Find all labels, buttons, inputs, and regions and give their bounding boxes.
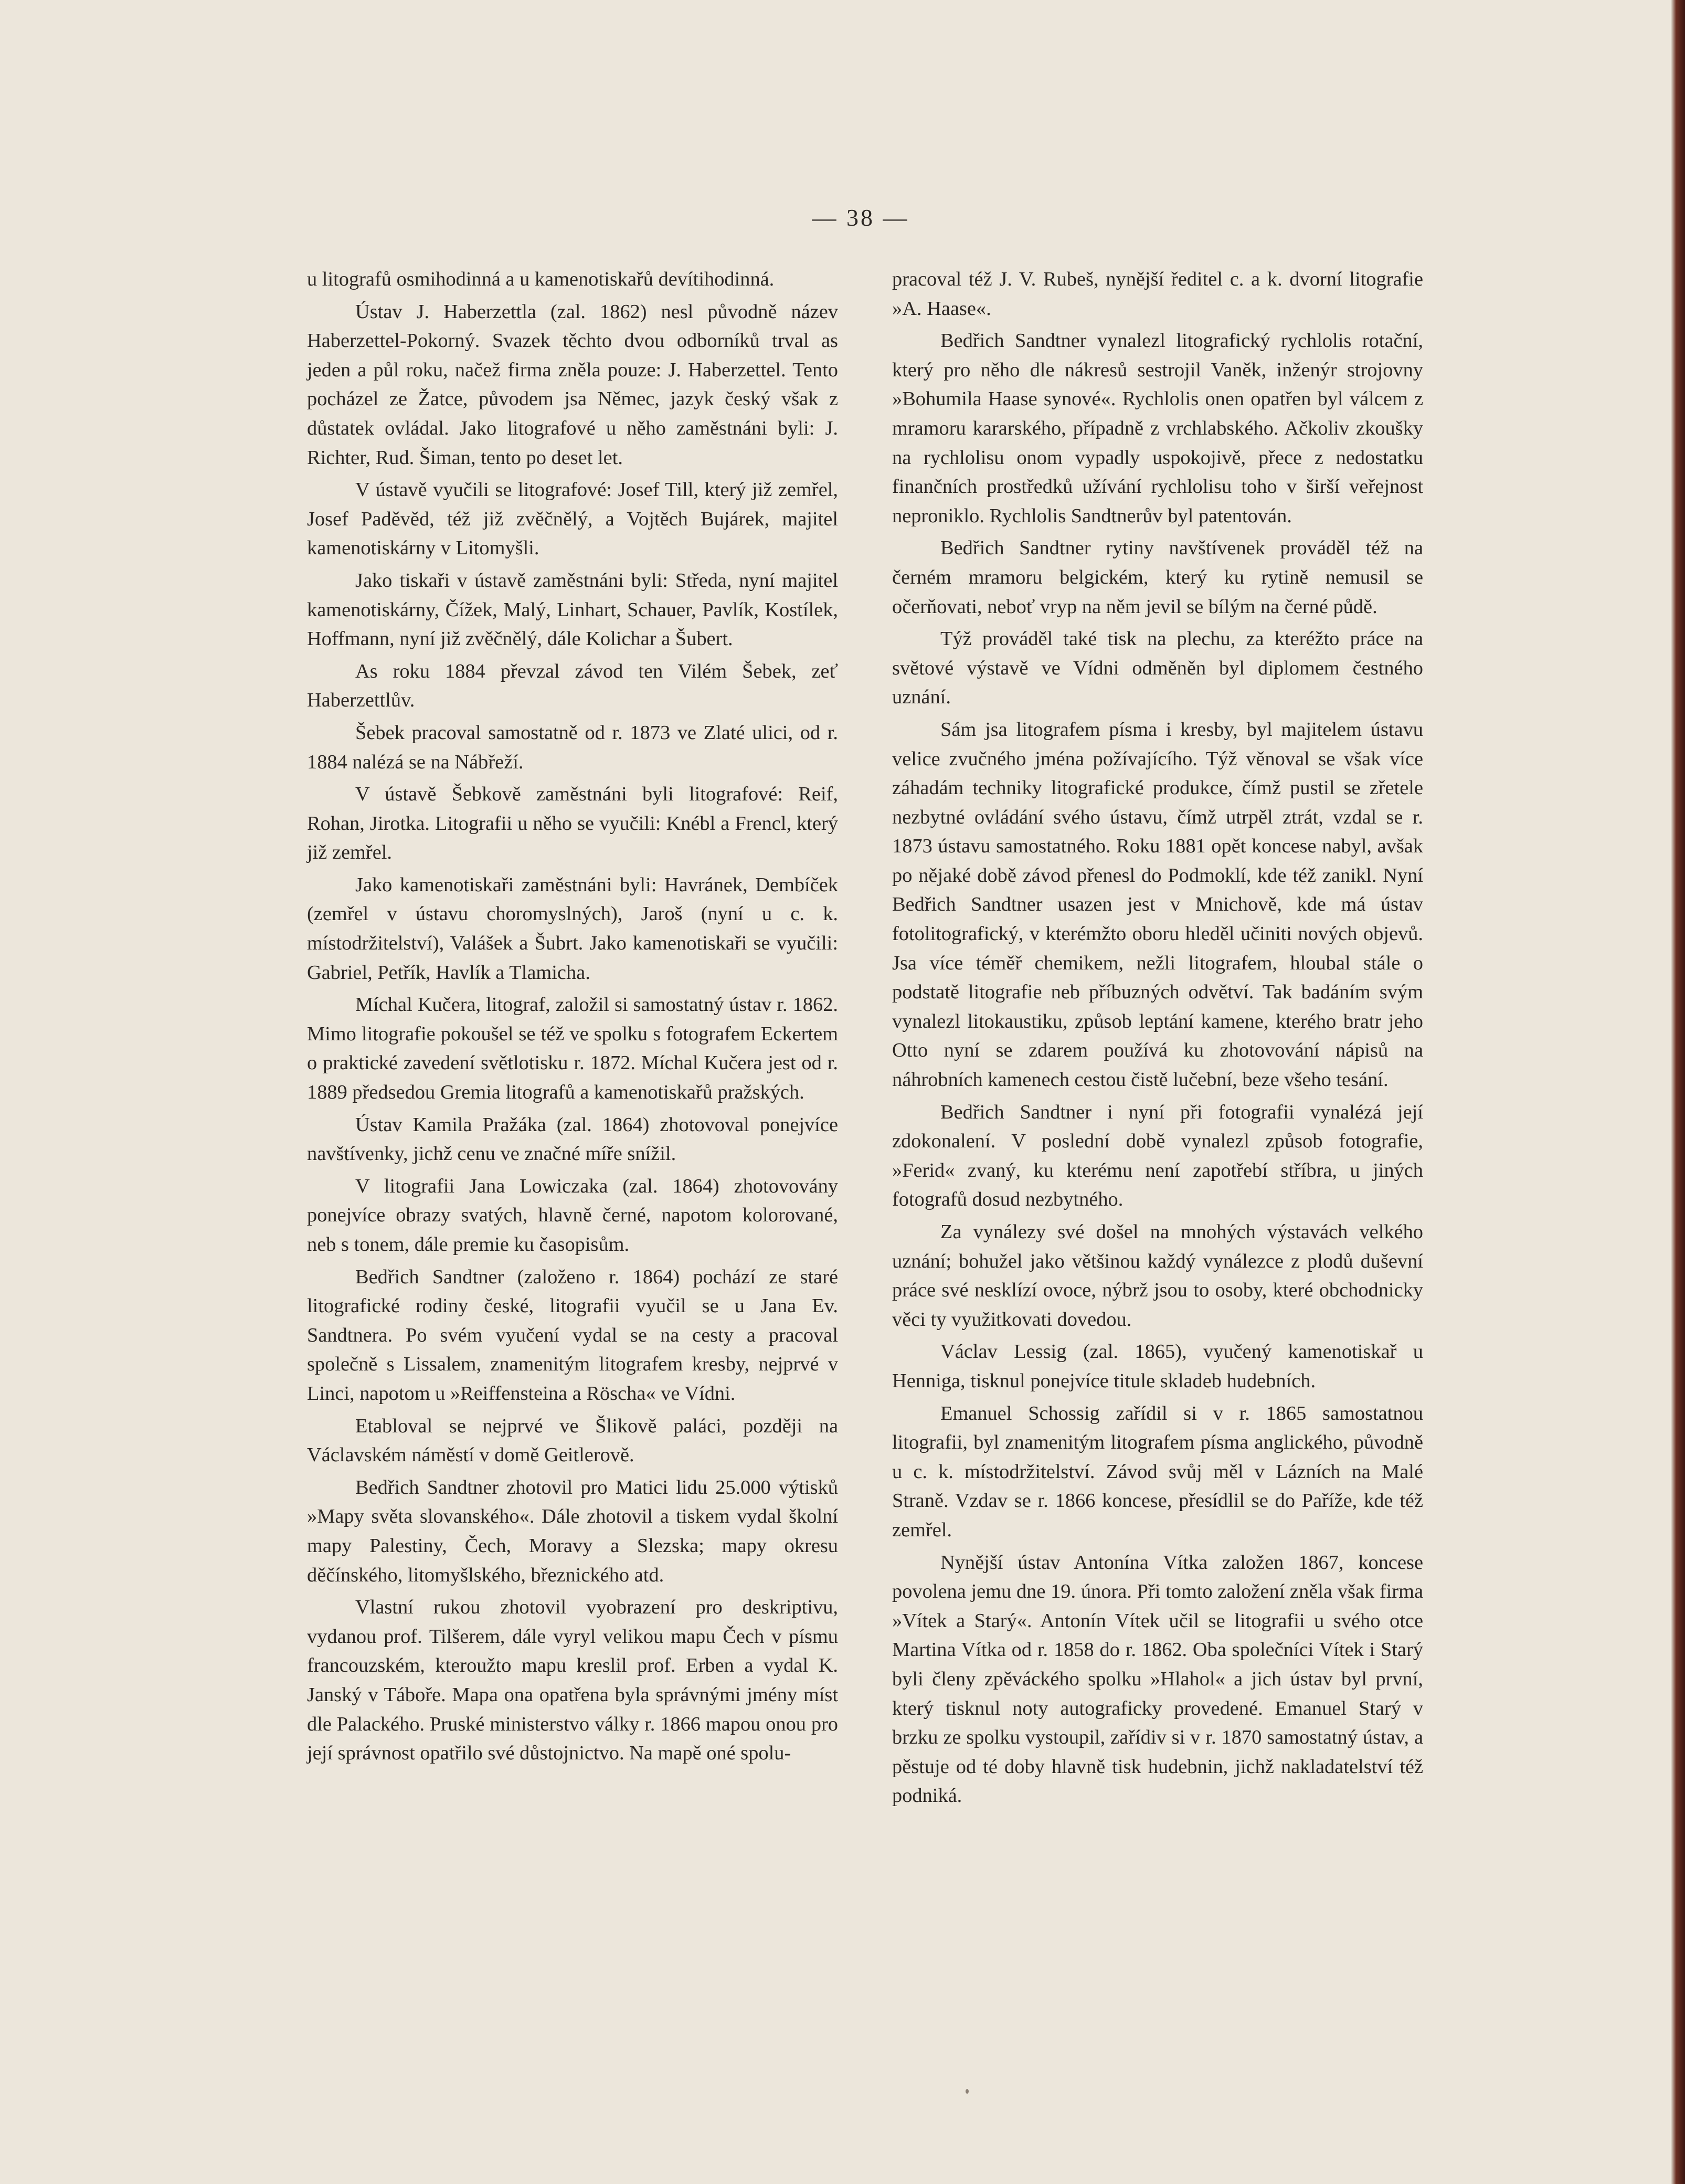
paragraph: pracoval též J. V. Rubeš, nynější ředitel c. a k. dvorní litografie »A. Haase«. — [892, 268, 1423, 320]
paragraph: Bedřich Sandtner rytiny navštívenek prováděl též na černém mramoru belgickém, který ku rytině nemusil se očerňovati, neboť vryp na něm jevil se bílým na černé půdě. — [892, 537, 1423, 618]
paragraph: Za vynálezy své došel na mnohých výstavách velkého uznání; bohužel jako většinou každý vynálezce z plodů duševní práce své nesklízí ovoce, nýbrž jsou to osoby, které obchodnicky věci ty využitkovati dovedou. — [892, 1221, 1423, 1331]
paragraph: As roku 1884 převzal závod ten Vilém Šebek, zeť Haberzettlův. — [307, 660, 838, 712]
paragraph: Týž prováděl také tisk na plechu, za kteréžto práce na světové výstavě ve Vídni odměněn byl diplomem čestného uznání. — [892, 628, 1423, 709]
paragraph: Bedřich Sandtner i nyní při fotografii vynalézá její zdokonalení. V poslední době vynalezl způsob fotografie, »Ferid« zvaný, ku kterému není zapotřebí stříbra, u jiných fotografů dosud nezbytného. — [892, 1101, 1423, 1211]
paragraph: Jako tiskaři v ústavě zaměstnáni byli: Středa, nyní majitel kamenotiskárny, Čížek, Malý, Linhart, Schauer, Pavlík, Kostílek, Hoffmann, nyní již zvěčnělý, dále Kolichar a Šubert. — [307, 569, 838, 650]
page-number: — 38 — — [812, 204, 909, 231]
right-column — [892, 265, 1423, 1814]
paragraph: V ústavě Šebkově zaměstnáni byli litografové: Reif, Rohan, Jirotka. Litografii u něho se vyučili: Knébl a Frencl, který již zemřel. — [307, 783, 838, 864]
paragraph: Bedřich Sandtner vynalezl litografický rychlolis rotační, který pro něho dle nákresů sestrojil Vaněk, inženýr strojovny »Bohumila Haase synové«. Rychlolis onen opatřen byl válcem z mramoru kararského, případně z vrchlabského. Ačkoliv zkoušky na rychlolisu onom vypadly uspokojivě, přece z nedostatku finančních prostředků užívání rychlolisu toho v širší veřejnost neproniklo. Rychlolis Sandtnerův byl patentován. — [892, 330, 1423, 527]
page-edge-binding — [1671, 0, 1685, 2184]
paragraph: Bedřich Sandtner (založeno r. 1864) pochází ze staré litografické rodiny české, litografii vyučil se u Jana Ev. Sandtnera. Po svém vyučení vydal se na cesty a pracoval společně s Lissalem, znamenitým litografem kresby, nejprvé v Linci, napotom u »Reiffensteina a Röscha« ve Vídni. — [307, 1265, 838, 1405]
left-column — [307, 265, 838, 1771]
paragraph: Jako kamenotiskaři zaměstnáni byli: Havránek, Dembíček (zemřel v ústavu choromyslných), Jaroš (nyní u c. k. místodržitelství), Valášek a Šubrt. Jako kamenotiskaři se vyučili: Gabriel, Petřík, Havlík a Tlamicha. — [307, 873, 838, 984]
paragraph: Vlastní rukou zhotovil vyobrazení pro deskriptivu, vydanou prof. Tilšerem, dále vyryl velikou mapu Čech v písmu francouzském, kteroužto mapu kreslil prof. Erben a vydal K. Janský v Táboře. Mapa ona opatřena byla správnými jmény míst dle Palackého. Pruské ministerstvo války r. 1866 mapou onou pro její správnost opatřilo své důstojnictvo. Na mapě oné spolu- — [307, 1596, 838, 1765]
paragraph: u litografů osmihodinná a u kamenotiskařů devítihodinná. — [307, 268, 775, 290]
paragraph: Šebek pracoval samostatně od r. 1873 ve Zlaté ulici, od r. 1884 nalézá se na Nábřeží. — [307, 721, 838, 773]
paragraph: Ústav J. Haberzettla (zal. 1862) nesl původně název Haberzettel-Pokorný. Svazek těchto dvou odborníků trval as jeden a půl roku, načež firma zněla pouze: J. Haberzettel. Tento pocházel ze Žatce, původem jsa Němec, jazyk český však z důstatek ovládal. Jako litografové u něho zaměstnáni byli: J. Richter, Rud. Šiman, tento po deset let. — [307, 300, 838, 469]
paragraph: V litografii Jana Lowiczaka (zal. 1864) zhotovovány ponejvíce obrazy svatých, hlavně černé, napotom kolorované, neb s tonem, dále premie ku časopisům. — [307, 1175, 838, 1255]
paragraph: Etabloval se nejprvé ve Šlikově paláci, později na Václavském náměstí v domě Geitlerově. — [307, 1415, 838, 1466]
paragraph: Bedřich Sandtner zhotovil pro Matici lidu 25.000 výtisků »Mapy světa slovanského«. Dále zhotovil a tiskem vydal školní mapy Palestiny, Čech, Moravy a Slezska; mapy okresu děčínského, litomyšlského, březnického atd. — [307, 1476, 838, 1586]
paragraph: Ústav Kamila Pražáka (zal. 1864) zhotovoval ponejvíce navštívenky, jichž cenu ve značné míře snížil. — [307, 1113, 838, 1165]
paragraph: Emanuel Schossig zařídil si v r. 1865 samostatnou litografii, byl znamenitým litografem písma anglického, původně u c. k. místodržitelství. Závod svůj měl v Lázních na Malé Straně. Vzdav se r. 1866 koncese, přesídlil se do Paříže, kde též zemřel. — [892, 1402, 1423, 1541]
paragraph: Sám jsa litografem písma i kresby, byl majitelem ústavu velice zvučného jména požívajícího. Týž věnoval se však více záhadám techniky litografické produkce, čímž pustil se zřetele nezbytné ovládání svého ústavu, čímž utrpěl ztrát, vzdal se r. 1873 ústavu samostatného. Roku 1881 opět koncese nabyl, avšak po nějaké době závod přenesl do Podmoklí, kde též zanikl. Nyní Bedřich Sandtner usazen jest v Mnichově, kde má ústav fotolitografický, v kterémžto oboru hleděl učiniti nových objevů. Jsa více téměř chemikem, nežli litografem, hloubal stále o podstatě litografie neb příbuzných odvětví. Tak badáním svým vynalezl litokaustiku, způsob leptání kamene, kterého bratr jeho Otto nyní se zdarem používá ku zhotovování nápisů na náhrobních kamenech cestou čistě lučební, beze všeho tesání. — [892, 718, 1423, 1091]
paragraph: Míchal Kučera, litograf, založil si samostatný ústav r. 1862. Mimo litografie pokoušel se též ve spolku s fotografem Eckertem o praktické zavedení světlotisku r. 1872. Míchal Kučera jest od r. 1889 předsedou Gremia litografů a kamenotiskařů pražských. — [307, 994, 838, 1104]
paragraph: Václav Lessig (zal. 1865), vyučený kamenotiskař u Henniga, tisknul ponejvíce titule skladeb hudebních. — [892, 1341, 1423, 1392]
paper-speck — [966, 2089, 969, 2094]
paragraph: V ústavě vyučili se litografové: Josef Till, který již zemřel, Josef Paděvěd, též již zvěčnělý, a Vojtěch Bujárek, majitel kamenotiskárny v Litomyšli. — [307, 479, 838, 560]
paragraph: Nynější ústav Antonína Vítka založen 1867, koncese povolena jemu dne 19. února. Při tomto založení zněla však firma »Vítek a Starý«. Antonín Vítek učil se litografii u svého otce Martina Vítka od r. 1858 do r. 1862. Oba společníci Vítek i Starý byli členy zpěváckého spolku »Hlahol« a jich ústav byl první, který tisknul noty autograficky provedené. Emanuel Starý v brzku ze spolku vystoupil, zařídiv si v r. 1870 samostatný ústav, a pěstuje od té doby hlavně tisk hudebnin, jichž nakladatelství též podniká. — [892, 1551, 1423, 1807]
